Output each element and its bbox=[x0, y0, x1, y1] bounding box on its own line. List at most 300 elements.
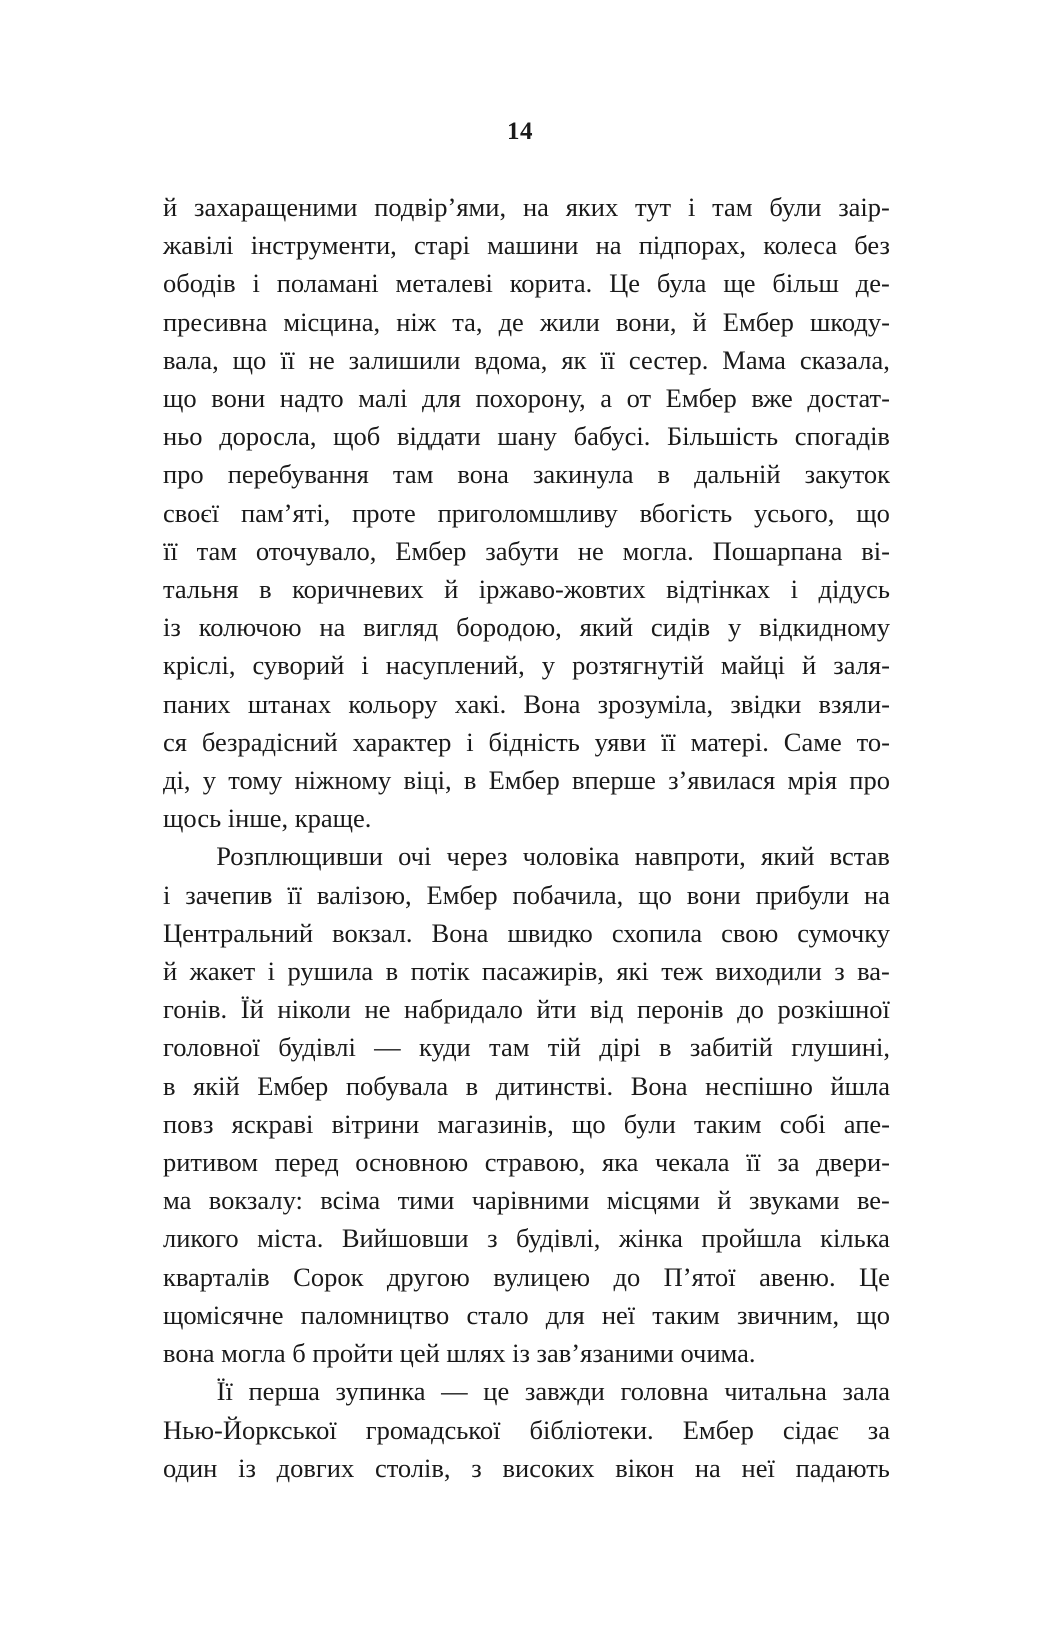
word: її bbox=[280, 344, 295, 375]
text-line bbox=[163, 1028, 890, 1066]
word: ньо bbox=[163, 421, 203, 452]
text-line bbox=[163, 1258, 890, 1296]
word: вони bbox=[686, 879, 741, 910]
word: і bbox=[361, 650, 369, 681]
word: зупинка bbox=[335, 1376, 426, 1407]
word: вала, bbox=[163, 344, 219, 375]
word: стравою, bbox=[484, 1147, 586, 1178]
text-line bbox=[163, 952, 890, 990]
word: від bbox=[590, 994, 624, 1025]
word: без bbox=[854, 230, 890, 261]
word: виходили bbox=[715, 956, 822, 987]
word: тому bbox=[228, 765, 283, 796]
word: із bbox=[238, 1452, 256, 1483]
word: за bbox=[777, 1147, 800, 1178]
word: дальній bbox=[694, 459, 781, 490]
word: тими bbox=[397, 1185, 455, 1216]
word: сказала, bbox=[799, 344, 890, 375]
word: Ембер bbox=[426, 879, 498, 910]
word: малі bbox=[358, 383, 408, 414]
word: звичним, bbox=[736, 1299, 840, 1330]
text-line bbox=[163, 914, 890, 952]
text-line: щось інше, краще. bbox=[163, 803, 372, 834]
word: відкидному bbox=[759, 612, 890, 643]
word: поламані bbox=[276, 268, 379, 299]
word: машини bbox=[487, 230, 579, 261]
word: місцина, bbox=[283, 306, 381, 337]
word: забути bbox=[485, 535, 559, 566]
word: перед bbox=[274, 1147, 339, 1178]
word: таким bbox=[693, 1108, 762, 1139]
word: не bbox=[577, 535, 604, 566]
word: яскраві bbox=[231, 1108, 314, 1139]
word: читальна bbox=[724, 1376, 827, 1407]
word: от bbox=[626, 383, 652, 414]
word: Сорок bbox=[293, 1261, 364, 1292]
word: сідає bbox=[782, 1414, 839, 1445]
word: захаращеними bbox=[194, 192, 358, 222]
word: та, bbox=[452, 306, 483, 337]
word: спогадів bbox=[794, 421, 890, 452]
word: в bbox=[163, 1070, 176, 1101]
word: жакет bbox=[189, 956, 256, 987]
word: вона bbox=[457, 459, 509, 490]
word: ва- bbox=[857, 956, 890, 987]
word: і bbox=[466, 726, 474, 757]
word: жавілі bbox=[163, 230, 234, 261]
word: в bbox=[465, 1070, 479, 1101]
word: характер bbox=[352, 726, 452, 757]
text-line bbox=[163, 608, 890, 646]
word: а bbox=[600, 383, 613, 414]
word: залишили bbox=[348, 344, 461, 375]
word: бабусі. bbox=[573, 421, 651, 452]
word: який bbox=[579, 612, 634, 643]
word: бібліотеки. bbox=[529, 1414, 654, 1445]
word: і bbox=[267, 956, 276, 987]
word: в bbox=[259, 574, 272, 605]
word: Пошарпана bbox=[712, 535, 843, 566]
text-line bbox=[163, 1411, 890, 1449]
word: вперше bbox=[571, 765, 656, 796]
word: Нью-Йоркської bbox=[163, 1414, 337, 1445]
word: оточувало, bbox=[255, 535, 377, 566]
word: до bbox=[737, 994, 764, 1025]
word: Вийшовши bbox=[341, 1223, 469, 1254]
word: в bbox=[385, 956, 399, 987]
word: подвір’ями, bbox=[374, 192, 507, 222]
word: у bbox=[202, 765, 216, 796]
paragraph-indent bbox=[163, 837, 201, 875]
word: дитинстві. bbox=[495, 1070, 614, 1101]
text-line bbox=[163, 455, 890, 493]
paragraph-p3 bbox=[163, 1372, 890, 1487]
word: майці bbox=[720, 650, 785, 681]
text-line bbox=[163, 188, 890, 226]
word: ві- bbox=[861, 535, 890, 566]
word: які bbox=[616, 956, 649, 987]
word: Ембер bbox=[722, 306, 794, 337]
word: до bbox=[613, 1261, 641, 1292]
word: ді, bbox=[163, 765, 191, 796]
word: Ембер bbox=[665, 383, 737, 414]
word: завжди bbox=[524, 1376, 605, 1407]
word: ще bbox=[723, 268, 756, 299]
word: з’явилася bbox=[668, 765, 776, 796]
word: були bbox=[623, 1108, 676, 1139]
word: дідусь bbox=[818, 574, 890, 605]
word: сумочку bbox=[797, 917, 890, 948]
word: на bbox=[595, 230, 622, 261]
word: куди bbox=[418, 1032, 471, 1063]
word: із bbox=[163, 612, 181, 643]
word: похорону, bbox=[475, 383, 586, 414]
word: — bbox=[374, 1032, 401, 1063]
text-line bbox=[163, 417, 890, 455]
text-line bbox=[163, 1372, 890, 1410]
word: ніколи bbox=[277, 994, 351, 1025]
text-line bbox=[163, 1219, 890, 1257]
word: апе- bbox=[843, 1108, 890, 1139]
word: зачепив bbox=[185, 879, 273, 910]
word: штанах bbox=[247, 688, 332, 719]
word: теж bbox=[661, 956, 703, 987]
word: двери- bbox=[816, 1147, 890, 1178]
word: вікон bbox=[615, 1452, 675, 1483]
word: про bbox=[163, 459, 204, 490]
word: вокзал. bbox=[332, 917, 413, 948]
word: основною bbox=[355, 1147, 469, 1178]
word: ніж bbox=[396, 306, 437, 337]
word: неї bbox=[601, 1299, 636, 1330]
word: в bbox=[657, 459, 671, 490]
word: перебування bbox=[227, 459, 369, 490]
word: на bbox=[319, 612, 346, 643]
word: були bbox=[769, 192, 822, 222]
word: щоб bbox=[333, 421, 381, 452]
word: для bbox=[422, 383, 461, 414]
word: й bbox=[717, 1185, 732, 1216]
word: Вона bbox=[431, 917, 489, 948]
word: й bbox=[163, 956, 178, 987]
word: Її bbox=[216, 1376, 233, 1407]
word: шану bbox=[497, 421, 557, 452]
word: Розплющивши bbox=[216, 841, 383, 872]
word: взяли- bbox=[818, 688, 890, 719]
text-line bbox=[163, 341, 890, 379]
word: вони bbox=[211, 383, 266, 414]
word: гонів. bbox=[163, 994, 228, 1025]
word: на bbox=[522, 192, 549, 222]
word: ободів bbox=[163, 268, 236, 299]
word: побувала bbox=[345, 1070, 449, 1101]
word: проте bbox=[352, 497, 416, 528]
word: там bbox=[489, 1032, 530, 1063]
word: з bbox=[471, 1452, 482, 1483]
word: то- bbox=[856, 726, 890, 757]
word: високих bbox=[502, 1452, 595, 1483]
word: що bbox=[856, 1299, 890, 1330]
paragraph-indent bbox=[163, 1372, 201, 1410]
text-line bbox=[163, 570, 890, 608]
word: її bbox=[600, 344, 615, 375]
text-line bbox=[163, 532, 890, 570]
text-line bbox=[163, 723, 890, 761]
word: вдома, bbox=[474, 344, 548, 375]
word: столів, bbox=[374, 1452, 451, 1483]
word: свою bbox=[721, 917, 779, 948]
text-line bbox=[163, 685, 890, 723]
word: що bbox=[163, 383, 197, 414]
word: там bbox=[392, 459, 434, 490]
text-line bbox=[163, 990, 890, 1028]
page-text-block bbox=[163, 188, 890, 1487]
word: могла. bbox=[622, 535, 694, 566]
word: таким bbox=[652, 1299, 720, 1330]
word: її bbox=[163, 535, 178, 566]
word: неї bbox=[741, 1452, 775, 1483]
word: ніжному bbox=[294, 765, 392, 796]
word: навпроти, bbox=[634, 841, 746, 872]
word: кварталів bbox=[163, 1261, 270, 1292]
word: закинула bbox=[532, 459, 634, 490]
word: колючою bbox=[198, 612, 302, 643]
word: кольору bbox=[348, 688, 438, 719]
word: достат- bbox=[807, 383, 890, 414]
word: її bbox=[661, 726, 676, 757]
word: тут bbox=[635, 192, 672, 222]
word: і bbox=[252, 268, 260, 299]
word: побачила, bbox=[512, 879, 624, 910]
word: у bbox=[541, 650, 556, 681]
word: коричневих bbox=[292, 574, 424, 605]
word: Їй bbox=[240, 994, 264, 1025]
word: за bbox=[867, 1414, 890, 1445]
word: стало bbox=[466, 1299, 529, 1330]
word: інструменти, bbox=[250, 230, 397, 261]
word: ликого bbox=[163, 1223, 239, 1254]
word: й bbox=[692, 306, 707, 337]
word: звідки bbox=[730, 688, 802, 719]
word: не bbox=[364, 994, 391, 1025]
word: повз bbox=[163, 1108, 214, 1139]
word: магазинів, bbox=[437, 1108, 554, 1139]
word: другою bbox=[386, 1261, 470, 1292]
text-line bbox=[163, 1449, 890, 1487]
word: там bbox=[712, 192, 753, 222]
word: розкішної bbox=[777, 994, 890, 1025]
word: собі bbox=[779, 1108, 826, 1139]
word: перша bbox=[248, 1376, 320, 1407]
word: безрадісний bbox=[201, 726, 338, 757]
word: її bbox=[746, 1147, 761, 1178]
word: довгих bbox=[276, 1452, 355, 1483]
text-line bbox=[163, 379, 890, 417]
word: про bbox=[849, 765, 890, 796]
word: Вона bbox=[630, 1070, 688, 1101]
word: для bbox=[545, 1299, 585, 1330]
word: валізою, bbox=[316, 879, 412, 910]
word: відтінках bbox=[666, 574, 771, 605]
word: Це bbox=[609, 268, 641, 299]
word: і bbox=[163, 879, 171, 910]
word: Центральний bbox=[163, 917, 314, 948]
word: якій bbox=[193, 1070, 240, 1101]
word: кілька bbox=[820, 1223, 890, 1254]
word: там bbox=[196, 535, 238, 566]
word: рушила bbox=[287, 956, 374, 987]
text-line bbox=[163, 494, 890, 532]
word: що bbox=[232, 344, 267, 375]
word: своєї bbox=[163, 497, 220, 528]
word: ритивом bbox=[163, 1147, 259, 1178]
word: чекала bbox=[654, 1147, 730, 1178]
word: й bbox=[802, 650, 817, 681]
word: й bbox=[444, 574, 459, 605]
word: це bbox=[483, 1376, 510, 1407]
word: вулицею bbox=[493, 1261, 591, 1292]
word: на bbox=[694, 1452, 721, 1483]
word: бідність bbox=[488, 726, 580, 757]
word: що bbox=[638, 879, 672, 910]
word: міста. bbox=[257, 1223, 324, 1254]
word: всіма bbox=[320, 1185, 381, 1216]
word: головна bbox=[620, 1376, 709, 1407]
paragraph-p1 bbox=[163, 188, 890, 837]
word: старі bbox=[413, 230, 470, 261]
word: заір- bbox=[838, 192, 890, 222]
word: паломництво bbox=[300, 1299, 450, 1330]
word: дірі bbox=[599, 1032, 641, 1063]
word: корита. bbox=[509, 268, 593, 299]
word: йшла bbox=[830, 1070, 890, 1101]
text-line bbox=[163, 761, 890, 799]
word: колеса bbox=[763, 230, 838, 261]
word: очі bbox=[398, 841, 432, 872]
word: приголомшливу bbox=[437, 497, 618, 528]
word: йти bbox=[536, 994, 577, 1025]
word: кріслі, bbox=[163, 650, 236, 681]
word: на bbox=[864, 879, 890, 910]
word: Саме bbox=[783, 726, 842, 757]
word: потік bbox=[410, 956, 470, 987]
word: щомісячне bbox=[163, 1299, 284, 1330]
text-line bbox=[163, 1067, 890, 1105]
word: в bbox=[463, 765, 477, 796]
word: доросла, bbox=[219, 421, 317, 452]
word: Ембер bbox=[257, 1070, 329, 1101]
word: звуками bbox=[748, 1185, 840, 1216]
word: віддати bbox=[396, 421, 481, 452]
text-line bbox=[163, 226, 890, 264]
word: вони, bbox=[615, 306, 677, 337]
word: суворий bbox=[252, 650, 345, 681]
word: з bbox=[487, 1223, 498, 1254]
word: через bbox=[446, 841, 508, 872]
word: Це bbox=[859, 1261, 890, 1292]
word: і bbox=[790, 574, 799, 605]
word: уяви bbox=[594, 726, 647, 757]
word: заля- bbox=[833, 650, 890, 681]
word: ве- bbox=[856, 1185, 890, 1216]
word: жінка bbox=[618, 1223, 683, 1254]
word: громадської bbox=[365, 1414, 501, 1445]
word: вигляд bbox=[363, 612, 439, 643]
word: будівлі bbox=[278, 1032, 356, 1063]
word: вбогість bbox=[639, 497, 733, 528]
word: Ембер bbox=[682, 1414, 754, 1445]
word: пресивна bbox=[163, 306, 268, 337]
word: ма bbox=[163, 1185, 192, 1216]
word: й bbox=[163, 192, 178, 222]
word: з bbox=[834, 956, 845, 987]
word: падають bbox=[795, 1452, 890, 1483]
word: закуток bbox=[804, 459, 890, 490]
word: іржаво-жовтих bbox=[478, 574, 646, 605]
text-line bbox=[163, 303, 890, 341]
word: чарівними bbox=[471, 1185, 590, 1216]
word: матері. bbox=[690, 726, 769, 757]
word: вітрини bbox=[331, 1108, 420, 1139]
word: надто bbox=[279, 383, 344, 414]
text-line bbox=[163, 1296, 890, 1334]
word: в bbox=[659, 1032, 672, 1063]
word: і bbox=[687, 192, 696, 222]
text-line bbox=[163, 837, 890, 875]
word: яких bbox=[565, 192, 619, 222]
page-number: 14 bbox=[507, 118, 533, 145]
word: головної bbox=[163, 1032, 260, 1063]
word: мрія bbox=[787, 765, 838, 796]
word: встав bbox=[829, 841, 890, 872]
paragraph-p2 bbox=[163, 837, 890, 1372]
word: паних bbox=[163, 688, 231, 719]
word: пам’яті, bbox=[240, 497, 331, 528]
word: де bbox=[498, 306, 524, 337]
word: у bbox=[728, 612, 742, 643]
word: не bbox=[308, 344, 335, 375]
word: перонів bbox=[637, 994, 724, 1025]
word: Мама bbox=[722, 344, 786, 375]
word: авеню. bbox=[759, 1261, 836, 1292]
word: насуплений, bbox=[385, 650, 525, 681]
word: пройшла bbox=[701, 1223, 802, 1254]
text-line bbox=[163, 264, 890, 302]
text-line bbox=[163, 646, 890, 684]
word: жили bbox=[539, 306, 600, 337]
word: була bbox=[656, 268, 707, 299]
word: П’ятої bbox=[663, 1261, 736, 1292]
word: Ембер bbox=[395, 535, 467, 566]
word: чоловіка bbox=[522, 841, 620, 872]
word: як bbox=[561, 344, 587, 375]
text-line: вона могла б пройти цей шлях із зав’язаними очима. bbox=[163, 1338, 756, 1369]
word: що bbox=[856, 497, 890, 528]
word: вокзалу: bbox=[208, 1185, 303, 1216]
word: глушині, bbox=[791, 1032, 890, 1063]
word: підпорах, bbox=[638, 230, 747, 261]
word: який bbox=[761, 841, 815, 872]
word: металеві bbox=[395, 268, 493, 299]
word: ся bbox=[163, 726, 187, 757]
text-line bbox=[163, 1181, 890, 1219]
word: сидів bbox=[650, 612, 711, 643]
word: забитій bbox=[689, 1032, 773, 1063]
word: її bbox=[287, 879, 303, 910]
word: що bbox=[571, 1108, 606, 1139]
word: Більшість bbox=[667, 421, 779, 452]
word: набридало bbox=[404, 994, 523, 1025]
